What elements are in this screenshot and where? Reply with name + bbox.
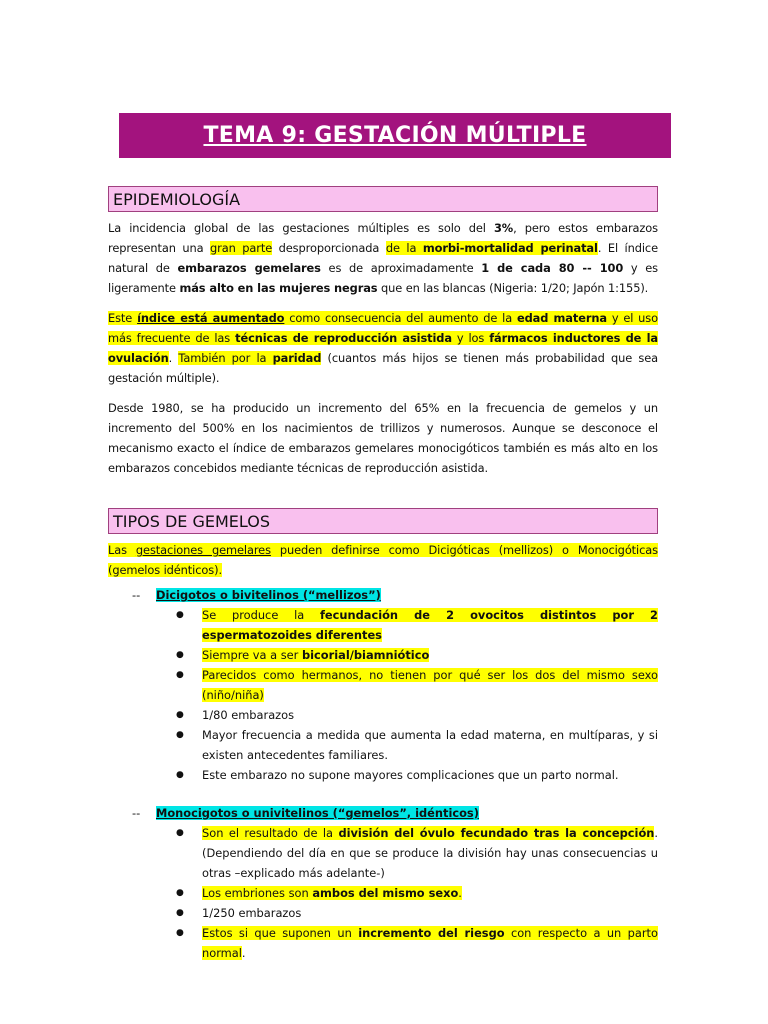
list-item: ● Son el resultado de la división del óvulo fecundado tras la concepción. (Dependiendo del día en que se produce la división hay unas consecuencias u otras –explicado más adelante-) — [176, 823, 658, 883]
list-item: ● Mayor frecuencia a medida que aumenta la edad materna, en multíparas, y si existen antecedentes familiares. — [176, 725, 658, 765]
list-item: ● Se produce la fecundación de 2 ovocitos distintos por 2 espermatozoides diferentes — [176, 605, 658, 645]
section-heading-epidemiology — [108, 186, 658, 212]
list-monozygotic — [176, 823, 658, 963]
section-heading-text: TIPOS DE GEMELOS — [113, 511, 271, 531]
subheading-monozygotic: -- Monocigotos o univitelinos (“gemelos”, idénticos) — [132, 806, 479, 820]
paragraph-increase: Este índice está aumentado como consecuencia del aumento de la edad materna y el uso más frecuente de las técnicas de reproducción asistida y los fármacos inductores de la ovulación. También por la paridad (cuantos más hijos se tienen más probabilidad que sea gestación múltiple). — [108, 311, 658, 385]
page-title: TEMA 9: GESTACIÓN MÚLTIPLE — [203, 123, 587, 148]
subheading-dizygotic: -- Dicigotos o bivitelinos (“mellizos”) — [132, 588, 381, 602]
section-heading-twin-types — [108, 508, 658, 534]
list-item: ● Siempre va a ser bicorial/biamniótico — [176, 645, 658, 665]
list-item: ● 1/250 embarazos — [176, 903, 658, 923]
list-dizygotic — [176, 605, 658, 785]
paragraph-incidence: La incidencia global de las gestaciones múltiples es solo del 3%, pero estos embarazos representan una gran parte desproporcionada de la morbi-mortalidad perinatal. El índice natural de embarazos gemelares es de aproximadamente 1 de cada 80 -- 100 y es ligeramente más alto en las mujeres negras que en las blancas (Nigeria: 1/20; Japón 1:155). — [108, 221, 658, 295]
list-item: ● Estos si que suponen un incremento del riesgo con respecto a un parto normal. — [176, 923, 658, 963]
paragraph-twin-definition: Las gestaciones gemelares pueden definirse como Dicigóticas (mellizos) o Monocigóticas (gemelos idénticos). — [108, 543, 658, 577]
list-item: ● Los embriones son ambos del mismo sexo. — [176, 883, 658, 903]
paragraph-since-1980: Desde 1980, se ha producido un incremento del 65% en la frecuencia de gemelos y un incremento del 500% en los nacimientos de trillizos y numerosos. Aunque se desconoce el mecanismo exacto el índice de embarazos gemelares monocigóticos también es más alto en los embarazos concebidos mediante técnicas de reproducción asistida. — [108, 401, 658, 475]
title-banner — [119, 113, 671, 158]
list-item: ● Este embarazo no supone mayores complicaciones que un parto normal. — [176, 765, 658, 785]
list-item: ● 1/80 embarazos — [176, 705, 658, 725]
section-heading-text: EPIDEMIOLOGÍA — [113, 189, 241, 209]
list-item: ● Parecidos como hermanos, no tienen por qué ser los dos del mismo sexo (niño/niña) — [176, 665, 658, 705]
